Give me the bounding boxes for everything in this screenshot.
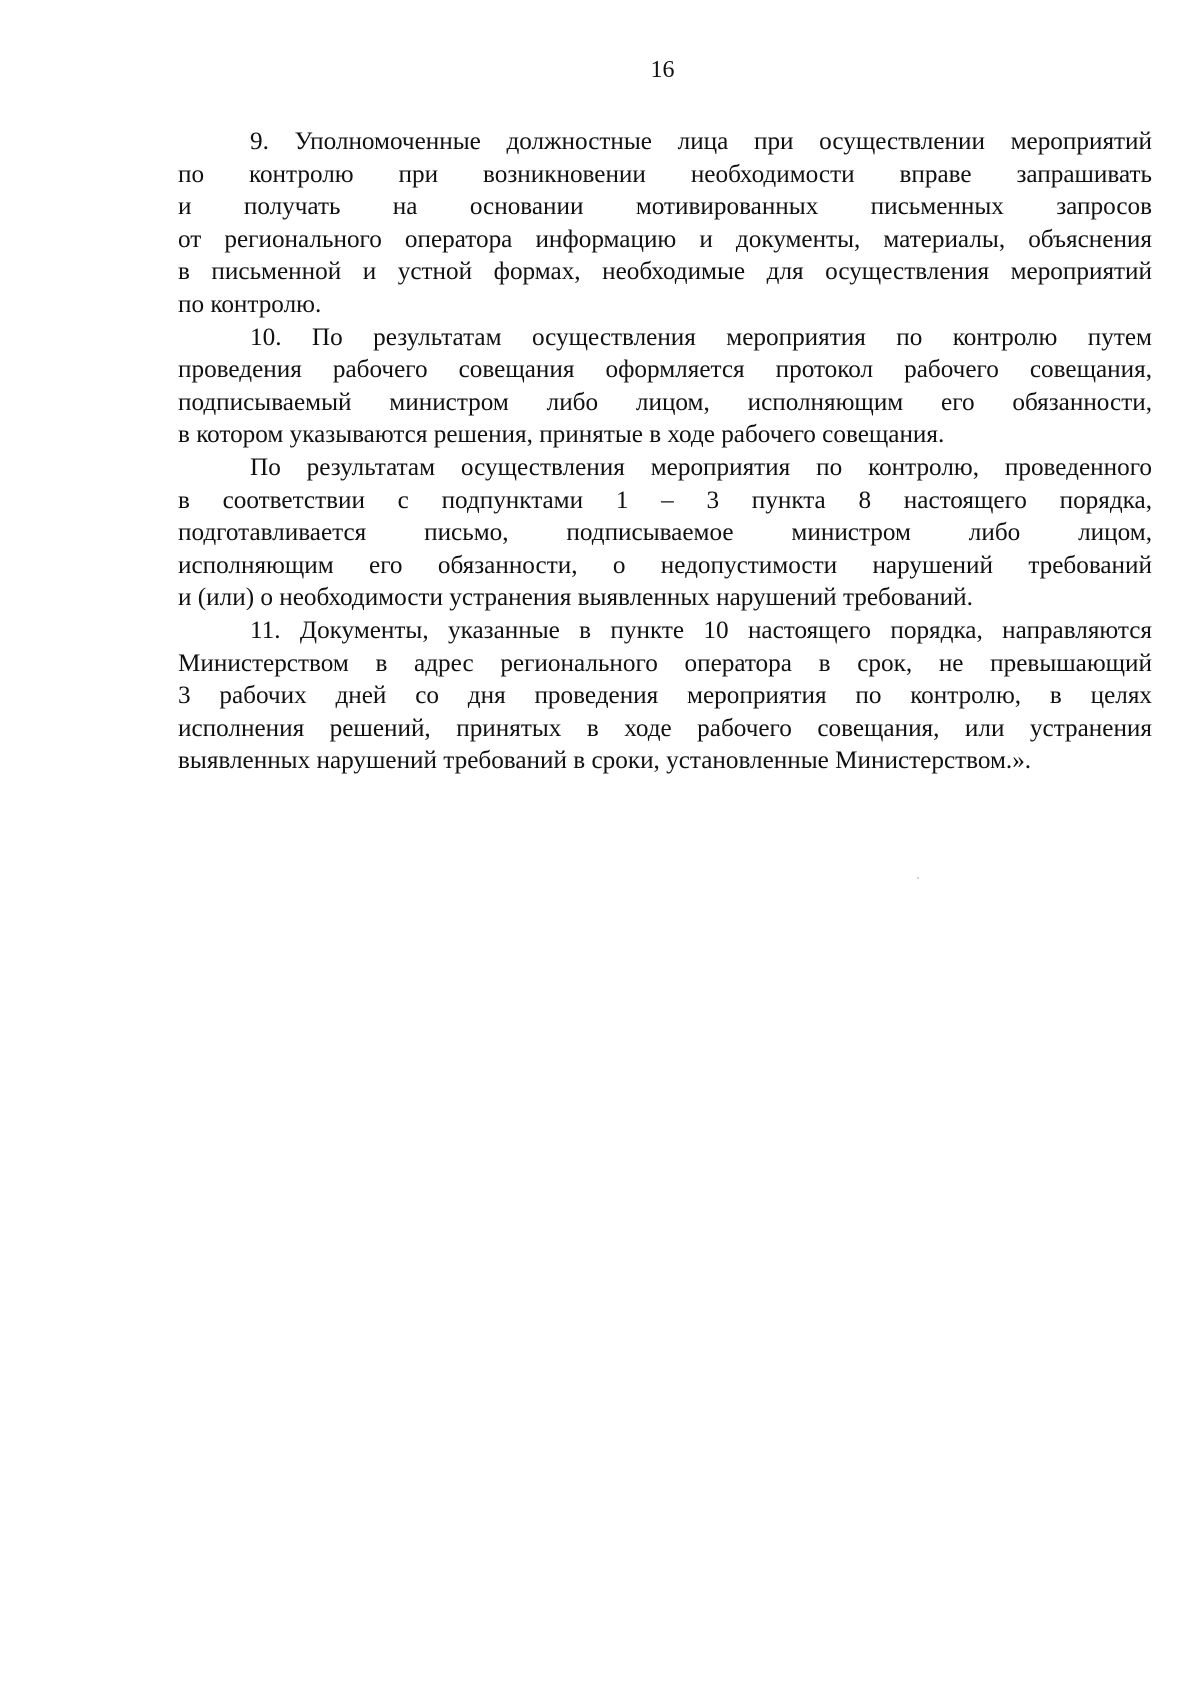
text-line: подписываемый министром либо лицом, исполняющим его обязанности, xyxy=(178,388,1152,416)
text-line: проведения рабочего совещания оформляется протокол рабочего совещания, xyxy=(178,356,1152,384)
text-line: исполняющим его обязанности, о недопустимости нарушений требований xyxy=(178,551,1152,579)
text-line: в соответствии с подпунктами 1 – 3 пункта 8 настоящего порядка, xyxy=(178,486,1152,514)
text-line: Министерством в адрес регионального оператора в срок, не превышающий xyxy=(178,649,1152,677)
document-body xyxy=(178,126,1152,778)
text-line: по контролю при возникновении необходимости вправе запрашивать xyxy=(178,160,1152,188)
text-line: и (или) о необходимости устранения выявленных нарушений требований. xyxy=(178,584,973,612)
scan-speck xyxy=(917,877,919,879)
text-line: По результатам осуществления мероприятия по контролю, проведенного xyxy=(250,453,1152,481)
text-line: от регионального оператора информацию и документы, материалы, объяснения xyxy=(178,225,1152,253)
paragraph-9 xyxy=(178,126,1152,322)
text-line: по контролю. xyxy=(178,290,322,318)
paragraph-11 xyxy=(178,615,1152,778)
text-line: выявленных нарушений требований в сроки, установленные Министерством.». xyxy=(178,747,1032,775)
text-line: 10. По результатам осуществления мероприятия по контролю путем xyxy=(250,323,1152,351)
text-line: в письменной и устной формах, необходимые для осуществления мероприятий xyxy=(178,258,1152,286)
paragraph-10-continued xyxy=(178,452,1152,615)
text-line: подготавливается письмо, подписываемое министром либо лицом, xyxy=(178,519,1152,547)
text-line: 11. Документы, указанные в пункте 10 настоящего порядка, направляются xyxy=(250,616,1152,644)
text-line: в котором указываются решения, принятые в ходе рабочего совещания. xyxy=(178,421,945,449)
text-line: 3 рабочих дней со дня проведения мероприятия по контролю, в целях xyxy=(178,682,1152,710)
text-line: исполнения решений, принятых в ходе рабочего совещания, или устранения xyxy=(178,714,1152,742)
page-number: 16 xyxy=(650,57,675,83)
text-line: 9. Уполномоченные должностные лица при осуществлении мероприятий xyxy=(250,128,1152,155)
paragraph-10 xyxy=(178,322,1152,452)
text-line: и получать на основании мотивированных письменных запросов xyxy=(178,193,1152,221)
